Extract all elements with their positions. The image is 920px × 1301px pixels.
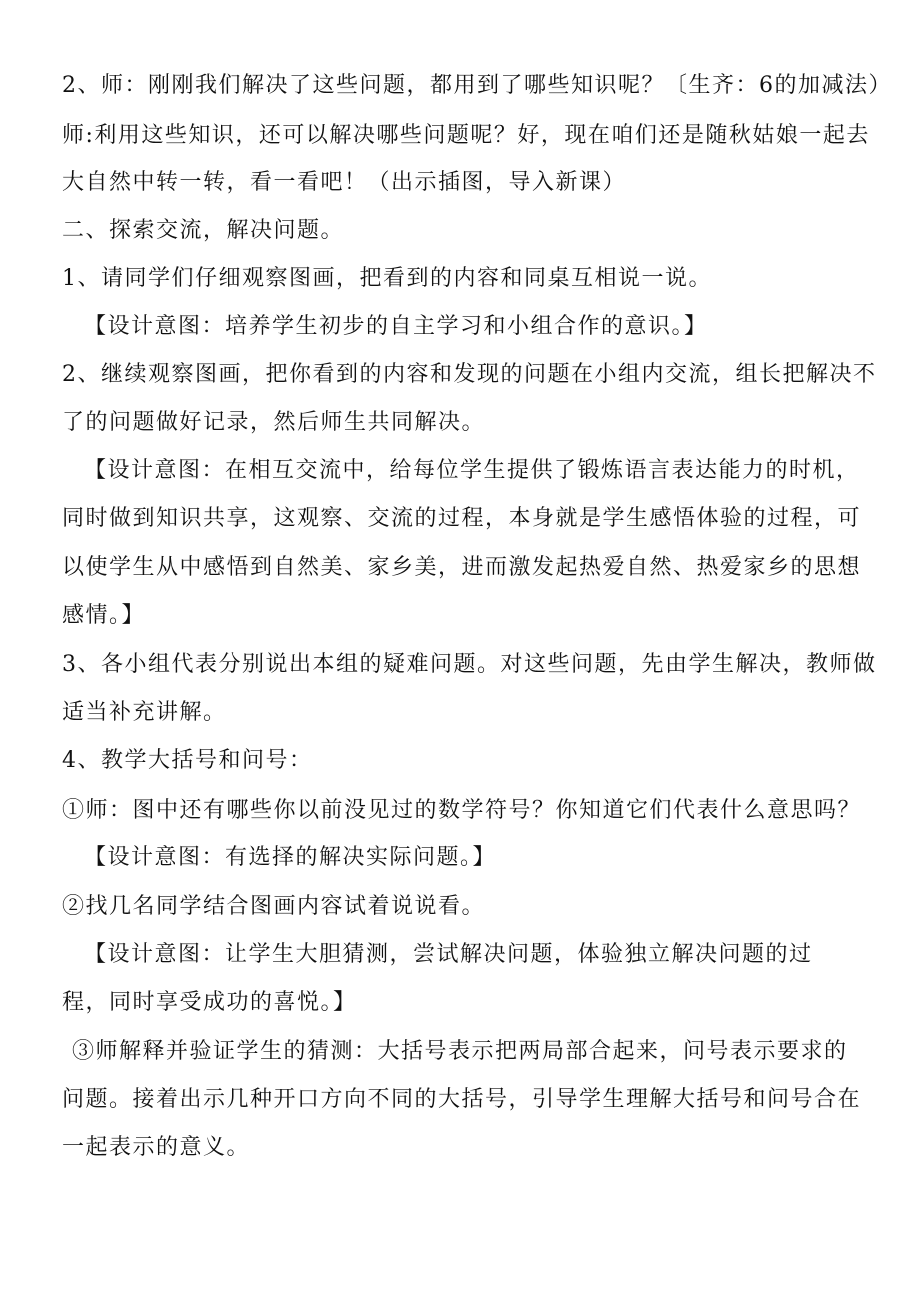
design-intent-4-line-2: 程，同时享受成功的喜悦。】 <box>62 990 357 1015</box>
text-line-review-question: 2、师：刚刚我们解决了这些问题，都用到了哪些知识呢？〔生齐：6的加减法） <box>62 73 892 98</box>
design-intent-4: 【设计意图：让学生大胆猜测，尝试解决问题，体验独立解决问题的过 <box>84 942 813 967</box>
substep-3-teacher-explains: ③师解释并验证学生的猜测：大括号表示把两局部合起来，问号表示要求的 <box>72 1039 848 1064</box>
design-intent-2: 【设计意图：在相互交流中，给每位学生提供了锻炼语言表达能力的时机， <box>84 458 860 483</box>
substep-2-students-try: ②找几名同学结合图画内容试着说说看。 <box>62 894 486 919</box>
step-2-group-discussion: 2、继续观察图画，把你看到的内容和发现的问题在小组内交流，组长把解决不 <box>62 362 877 387</box>
text-line-teacher-prompt: 师:利用这些知识，还可以解决哪些问题呢？好，现在咱们还是随秋姑娘一起去 <box>62 123 870 148</box>
step-4-braces-question-mark: 4、教学大括号和问号： <box>62 748 313 773</box>
step-3-group-reps: 3、各小组代表分别说出本组的疑难问题。对这些问题，先由学生解决，教师做 <box>62 652 877 677</box>
substep-3-line-3: 一起表示的意义。 <box>62 1135 251 1160</box>
step-3-continued: 适当补充讲解。 <box>62 700 227 725</box>
text-line-intro-new-lesson: 大自然中转一转，看一看吧！（出示插图，导入新课） <box>62 170 627 195</box>
design-intent-2-line-4: 感情。】 <box>62 603 146 628</box>
step-2-continued: 了的问题做好记录，然后师生共同解决。 <box>62 410 486 435</box>
substep-3-line-2: 问题。接着出示几种开口方向不同的大括号，引导学生理解大括号和问号合在 <box>62 1087 862 1112</box>
substep-1-math-symbols: ①师：图中还有哪些你以前没见过的数学符号？你知道它们代表什么意思吗？ <box>62 798 862 823</box>
design-intent-1: 【设计意图：培养学生初步的自主学习和小组合作的意识。】 <box>84 314 708 339</box>
design-intent-2-line-2: 同时做到知识共享，这观察、交流的过程，本身就是学生感悟体验的过程，可 <box>62 506 862 531</box>
section-heading-explore: 二、探索交流，解决问题。 <box>62 218 345 243</box>
design-intent-3: 【设计意图：有选择的解决实际问题。】 <box>84 845 497 870</box>
design-intent-2-line-3: 以使学生从中感悟到自然美、家乡美，进而激发起热爱自然、热爱家乡的思想 <box>62 555 862 580</box>
step-1-observe: 1、请同学们仔细观察图画，把看到的内容和同桌互相说一说。 <box>62 266 712 291</box>
